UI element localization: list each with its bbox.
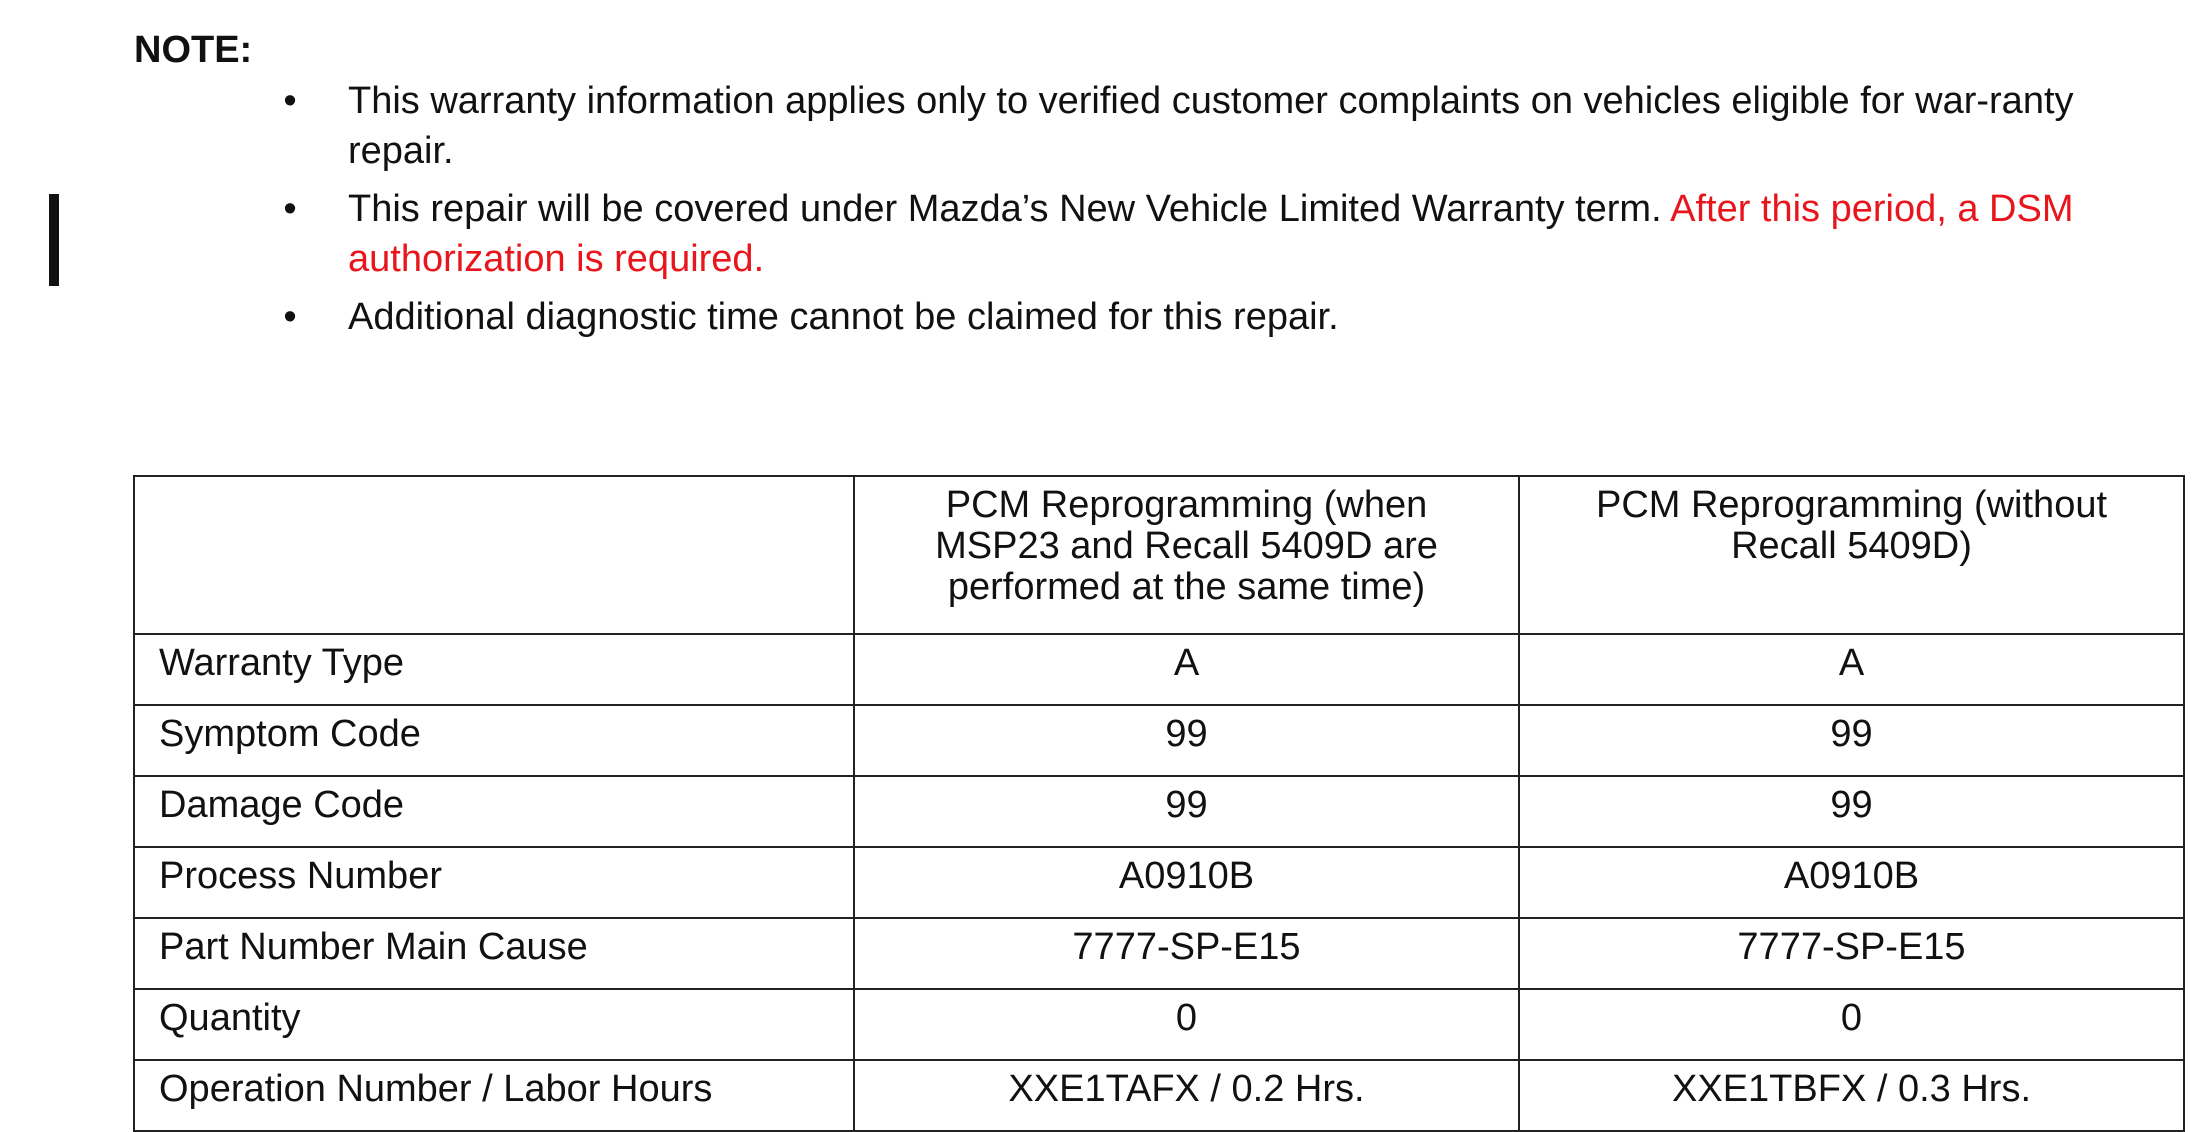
note-item-highlight: After this period, a DSM authorization is required. [348,188,2074,280]
note-item-text: Additional diagnostic time cannot be claimed for this repair. [348,296,1339,338]
table-row [134,1060,2184,1131]
table-row [134,989,2184,1060]
note-item-text: This repair will be covered under Mazda’s New Vehicle Limited Warranty term. [348,188,1671,230]
row-value: XXE1TBFX / 0.3 Hrs. [1519,1060,2184,1131]
row-value: A0910B [1519,847,2184,918]
row-value: XXE1TAFX / 0.2 Hrs. [854,1060,1519,1131]
row-value: 99 [1519,705,2184,776]
row-value: 0 [1519,989,2184,1060]
header-cell-without-recall: PCM Reprogramming (without Recall 5409D) [1519,476,2184,634]
bullet-icon: • [283,296,297,338]
row-label: Warranty Type [134,634,854,705]
note-item-text: This warranty information applies only to verified customer complaints on vehicles eligible for war-ranty repair. [348,80,2074,172]
note-heading: NOTE: [134,29,253,71]
table-row [134,847,2184,918]
row-value: 99 [854,705,1519,776]
row-label: Operation Number / Labor Hours [134,1060,854,1131]
header-cell-with-recall: PCM Reprogramming (when MSP23 and Recall 5409D are performed at the same time) [854,476,1519,634]
row-value: 99 [1519,776,2184,847]
row-value: 99 [854,776,1519,847]
note-item [0,184,2148,284]
row-label: Symptom Code [134,705,854,776]
table-header-row [134,476,2184,634]
row-value: 7777-SP-E15 [1519,918,2184,989]
row-value: A [854,634,1519,705]
row-value: 7777-SP-E15 [854,918,1519,989]
table-row [134,918,2184,989]
header-cell-empty [134,476,854,634]
row-label: Part Number Main Cause [134,918,854,989]
bullet-icon: • [283,188,297,230]
note-list [0,76,2205,350]
warranty-table [133,475,2185,1132]
warranty-table-container [133,475,2185,1132]
row-label: Process Number [134,847,854,918]
row-label: Damage Code [134,776,854,847]
table-row [134,705,2184,776]
row-label: Quantity [134,989,854,1060]
row-value: A [1519,634,2184,705]
bullet-icon: • [283,80,297,122]
row-value: A0910B [854,847,1519,918]
table-row [134,776,2184,847]
table-row [134,634,2184,705]
note-item [0,76,2148,176]
note-item [0,292,2148,342]
row-value: 0 [854,989,1519,1060]
